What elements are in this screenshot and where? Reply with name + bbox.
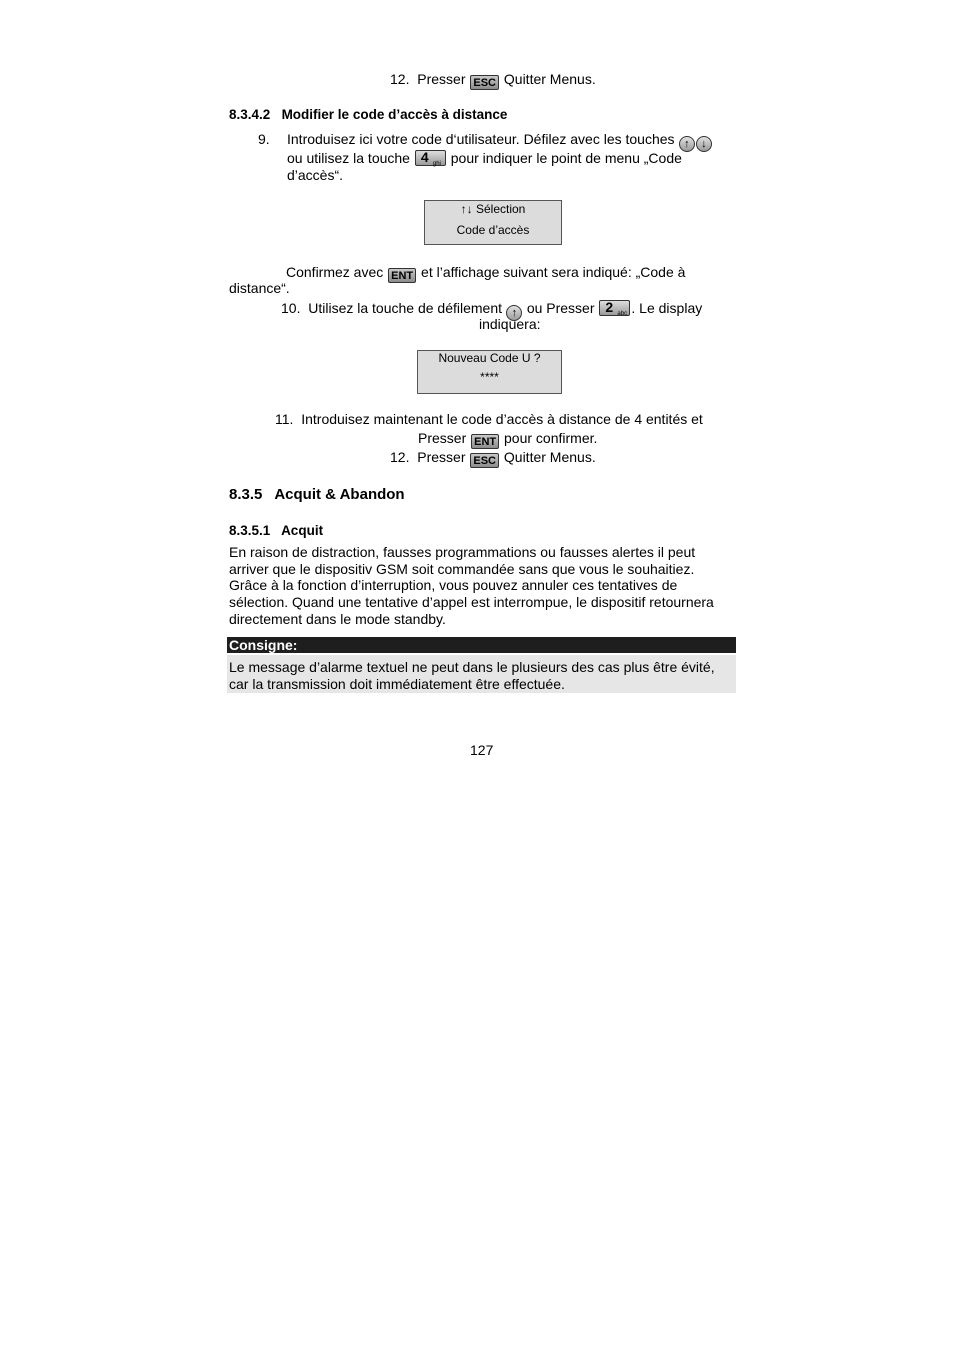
step-text: Quitter Menus. xyxy=(503,71,596,87)
section-heading-8342 xyxy=(229,107,507,122)
key-digit: 2 xyxy=(605,299,614,315)
arrow-down-key-icon: ↓ xyxy=(696,136,712,152)
paragraph-line: arriver que le dispositiv GSM soit commandée sans que vous le souhaitiez. xyxy=(229,561,695,577)
step-11-line-2 xyxy=(418,430,597,449)
page-number: 127 xyxy=(470,742,494,758)
section-heading-8351 xyxy=(229,523,323,538)
lcd-display-selection xyxy=(424,200,562,245)
ent-key-icon: ENT xyxy=(388,268,416,283)
paragraph-line: sélection. Quand une tentative d’appel est interrompue, le dispositif retournera xyxy=(229,594,714,610)
step-text: Introduisez maintenant le code d’accès à distance de 4 entités et xyxy=(301,411,703,427)
step-10-line-2: indiquera: xyxy=(479,316,541,332)
confirm-line-1 xyxy=(286,264,685,283)
lcd-line-1: Nouveau Code U ? xyxy=(438,351,541,365)
step-text: . Le display xyxy=(631,300,703,316)
lcd-line-2: Code d’accès xyxy=(456,223,530,237)
step-text: Presser xyxy=(417,71,466,87)
step-9-line-2 xyxy=(287,150,682,167)
step-11-line-1 xyxy=(275,411,703,428)
step-text: pour indiquer le point de menu „Code xyxy=(450,150,682,166)
confirm-line-2: distance“. xyxy=(229,280,290,296)
section-number: 8.3.5.1 xyxy=(229,523,271,538)
paragraph-line: Grâce à la fonction d’interruption, vous pouvez annuler ces tentatives de xyxy=(229,577,678,593)
step-12-bottom xyxy=(390,449,596,468)
step-number: 11. xyxy=(275,411,294,427)
step-text: Quitter Menus. xyxy=(503,449,596,465)
lcd-line-2: **** xyxy=(480,370,499,384)
step-12-top xyxy=(390,71,596,90)
esc-key-icon: ESC xyxy=(470,453,499,468)
paragraph-line: directement dans le mode standby. xyxy=(229,611,446,627)
key-2-icon xyxy=(599,300,630,316)
step-text: ou Presser xyxy=(526,300,595,316)
key-digit: 4 xyxy=(420,149,429,165)
step-9-line-1 xyxy=(287,131,712,152)
key-4-icon xyxy=(415,150,446,166)
section-title: Acquit & Abandon xyxy=(274,486,405,503)
section-heading-835 xyxy=(229,486,405,503)
lcd-display-new-code xyxy=(417,350,562,394)
step-9-line-3: d’accès“. xyxy=(287,167,344,183)
step-number: 12. xyxy=(390,449,410,465)
key-letters: ghi xyxy=(432,161,441,167)
section-number: 8.3.4.2 xyxy=(229,107,271,122)
step-text: ou utilisez la touche xyxy=(287,150,410,166)
section-title: Modifier le code d’accès à distance xyxy=(281,107,508,122)
step-text: Presser xyxy=(418,430,467,446)
key-letters: abc xyxy=(617,311,628,317)
consigne-line: Le message d’alarme textuel ne peut dans le plusieurs des cas plus être évité, xyxy=(229,659,715,675)
step-number: 10. xyxy=(281,300,301,316)
step-9-number: 9. xyxy=(258,131,270,147)
step-text: Confirmez avec xyxy=(286,264,384,280)
paragraph-line: En raison de distraction, fausses programmations ou fausses alertes il peut xyxy=(229,544,696,560)
step-text: Presser xyxy=(417,449,466,465)
section-title: Acquit xyxy=(281,523,324,538)
arrow-up-key-icon: ↑ xyxy=(679,136,695,152)
step-number: 12. xyxy=(390,71,410,87)
step-text: Introduisez ici votre code d‘utilisateur. Défilez avec les touches xyxy=(287,131,675,147)
arrow-up-key-icon: ↑ xyxy=(506,305,522,321)
step-text: pour confirmer. xyxy=(504,430,598,446)
step-text: Utilisez la touche de défilement xyxy=(308,300,503,316)
consigne-label: Consigne: xyxy=(227,637,736,653)
lcd-line-1: ↑↓ Sélection xyxy=(460,202,526,216)
consigne-line: car la transmission doit immédiatement être effectuée. xyxy=(229,676,565,692)
esc-key-icon: ESC xyxy=(470,75,499,90)
section-number: 8.3.5 xyxy=(229,486,263,503)
step-text: et l’affichage suivant sera indiqué: „Code à xyxy=(421,264,686,280)
ent-key-icon: ENT xyxy=(471,434,499,449)
